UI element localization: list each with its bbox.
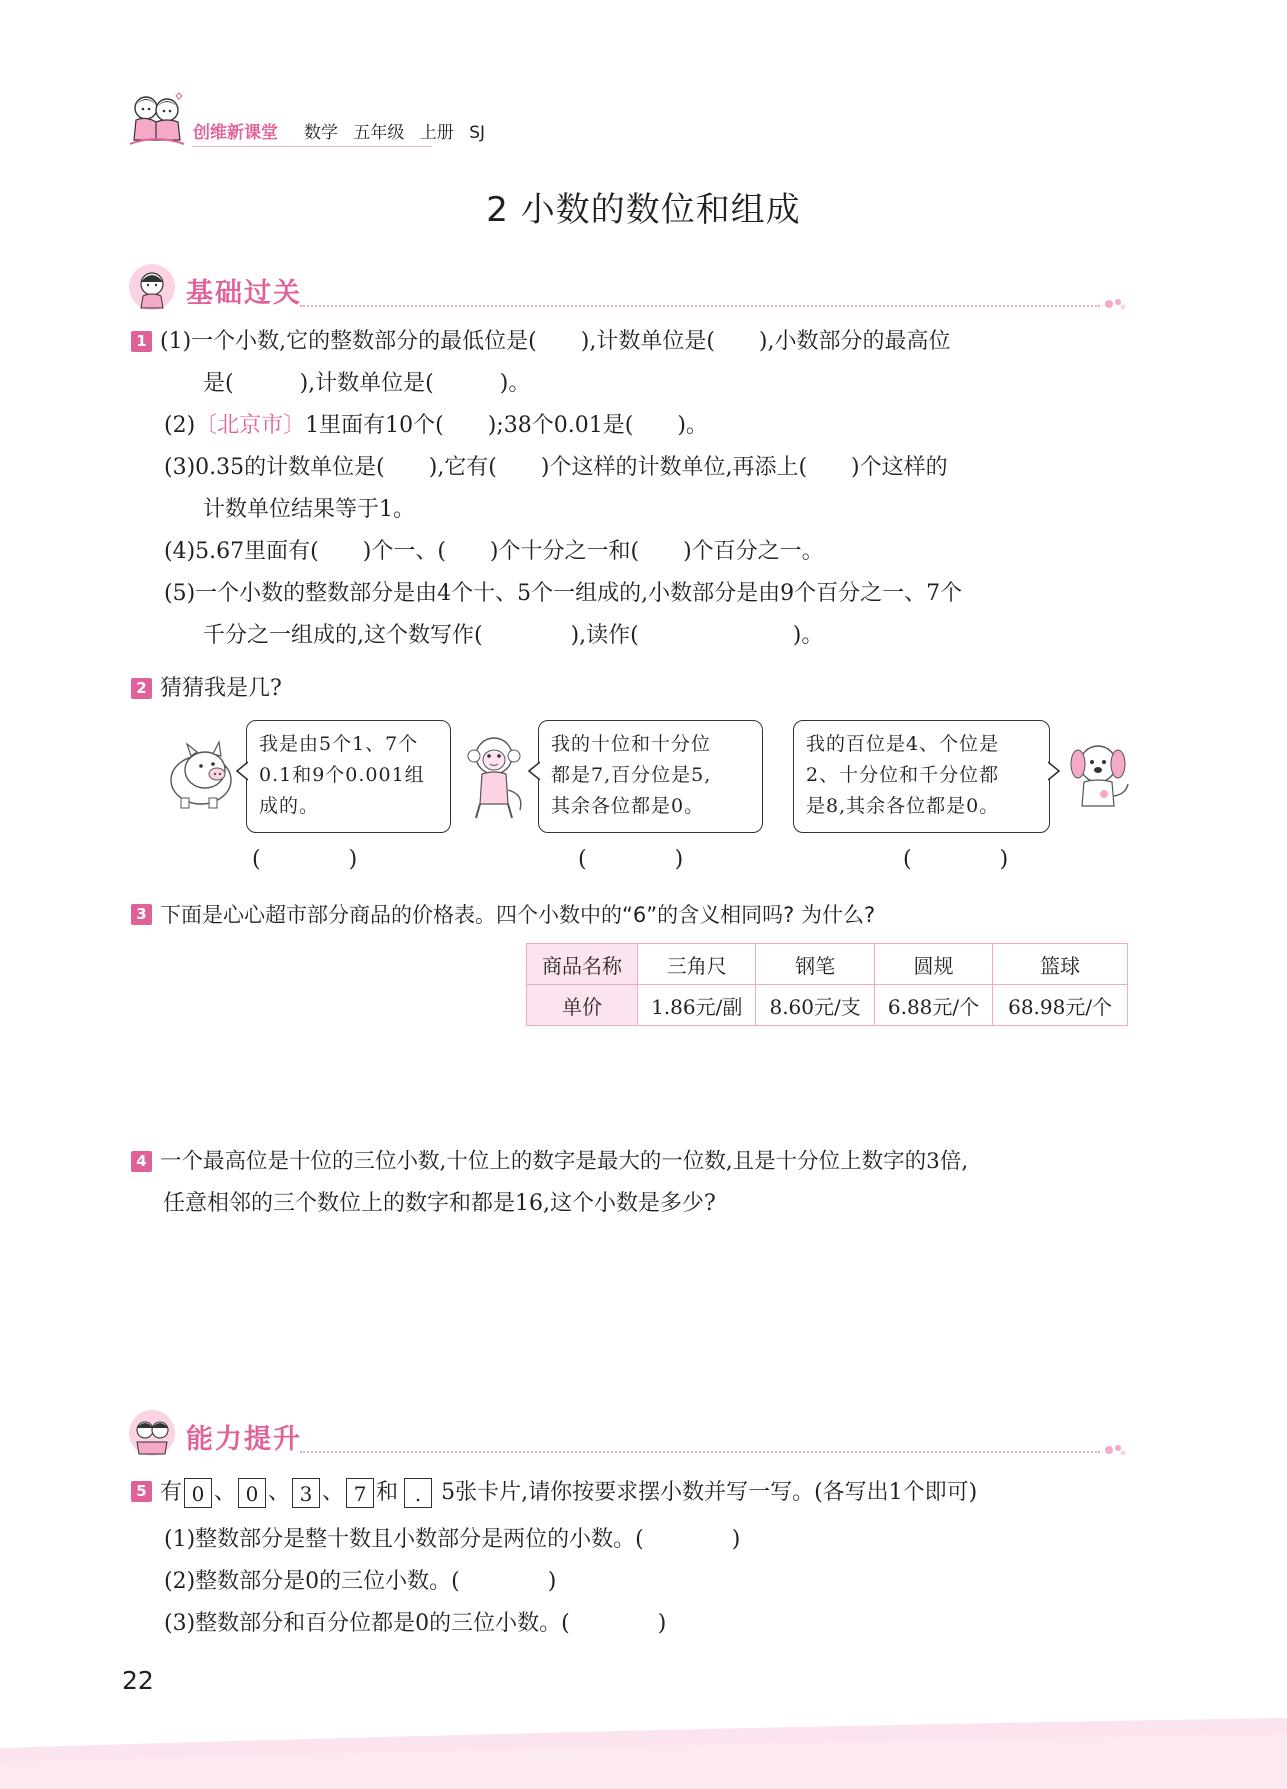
q5-part2: (2)整数部分是0的三位小数。( ) [164,1569,557,1594]
section-divider [300,1451,1100,1453]
q4-line2: 任意相邻的三个数位上的数字和都是16,这个小数是多少? [163,1191,716,1216]
q1-part2-text: 1里面有10个( );38个0.01是( )。 [305,413,708,438]
speech-bubble-2 [538,720,763,833]
speech-bubble-1 [246,720,451,833]
q5-prompt [160,1478,977,1508]
table-cell: 8.60元/支 [756,985,874,1026]
pig-icon [163,730,239,812]
bubble-pointer [1048,760,1060,782]
q4-line1: 一个最高位是十位的三位小数,十位上的数字是最大的一位数,且是十分位上数字的3倍, [160,1149,969,1174]
dots-ornament-icon [1104,297,1126,311]
q1-part1-line2: 是( ),计数单位是( )。 [203,371,531,396]
table-cell: 篮球 [993,944,1128,985]
question-number-1: 1 [131,331,152,352]
table-row [527,985,1128,1026]
bubble-pointer [236,760,248,782]
subject: 数学 [304,123,338,143]
page-number: 22 [122,1666,154,1695]
bubble-text-1: 我是由5个1、7个 0.1和9个0.001组 成的。 [259,733,425,817]
q1-part5-line1: (5)一个小数的整数部分是由4个十、5个一组成的,小数部分是由9个百分之一、7个 [164,581,963,606]
price-table [526,943,1128,1026]
page-title: 2 小数的数位和组成 [486,190,801,230]
grade: 五年级 [353,123,405,143]
table-cell: 钢笔 [756,944,874,985]
q1-part5-line2: 千分之一组成的,这个数写作( ),读作( )。 [203,623,824,648]
q1-part3-line1: (3)0.35的计数单位是( ),它有( )个这样的计数单位,再添上( )个这样的 [164,455,948,480]
table-cell: 圆规 [874,944,992,985]
section-mascot-icon [127,262,177,312]
separator: 、 [214,1480,237,1505]
edition: SJ [469,123,486,143]
monkey-icon [460,730,528,820]
table-cell: 三角尺 [638,944,756,985]
table-cell: 68.98元/个 [993,985,1128,1026]
kids-logo-icon [126,90,188,152]
region-tag: 〔北京市〕 [195,413,306,438]
number-card: 0 [184,1478,212,1508]
q3-prompt: 下面是心心超市部分商品的价格表。四个小数中的“6”的含义相同吗? 为什么? [160,903,876,927]
q1-part2-prefix: (2) [164,413,196,438]
q5-prefix: 有 [160,1480,183,1505]
q5-part1: (1)整数部分是整十数且小数部分是两位的小数。( ) [164,1527,741,1552]
answer-blank-2[interactable]: ( ) [578,847,684,872]
table-cell: 单价 [527,985,638,1026]
number-card: 0 [238,1478,266,1508]
dots-ornament-icon [1104,1443,1126,1457]
question-number-4: 4 [131,1151,152,1172]
number-card: 3 [292,1478,320,1508]
table-cell: 商品名称 [527,944,638,985]
brand-name: 创维新课堂 [193,123,278,143]
q1-part2 [164,411,708,441]
bubble-pointer [528,760,540,782]
section-divider [300,305,1100,307]
section-title-basic: 基础过关 [186,278,302,309]
footer-band [0,1718,1287,1789]
separator: 、 [322,1480,345,1505]
separator: 、 [268,1480,291,1505]
answer-blank-1[interactable]: ( ) [252,847,358,872]
bubble-text-2: 我的十位和十分位 都是7,百分位是5, 其余各位都是0。 [551,733,712,817]
decimal-point-card: . [404,1478,432,1508]
table-row [527,944,1128,985]
dog-icon [1064,736,1132,814]
q1-part3-line2: 计数单位结果等于1。 [203,497,415,522]
and-word: 和 [376,1480,399,1505]
section-mascot-icon [127,1408,177,1458]
question-number-5: 5 [131,1481,152,1502]
q2-prompt: 猜猜我是几? [160,676,282,701]
header-divider [192,146,432,147]
speech-bubble-3 [793,720,1050,833]
answer-blank-3[interactable]: ( ) [903,847,1009,872]
table-cell: 1.86元/副 [638,985,756,1026]
number-card: 7 [346,1478,374,1508]
volume: 上册 [419,123,454,143]
q1-part4: (4)5.67里面有( )个一、( )个十分之一和( )个百分之一。 [164,539,824,564]
q1-part1-line1: (1)一个小数,它的整数部分的最低位是( ),计数单位是( ),小数部分的最高位 [160,329,951,354]
bubble-text-3: 我的百位是4、个位是 2、十分位和千分位都 是8,其余各位都是0。 [806,733,1000,817]
q5-part3: (3)整数部分和百分位都是0的三位小数。( ) [164,1611,667,1636]
header-info [304,118,495,143]
question-number-3: 3 [131,904,152,925]
section-title-advanced: 能力提升 [186,1424,302,1455]
question-number-2: 2 [131,678,152,699]
table-cell: 6.88元/个 [874,985,992,1026]
q5-suffix: 5张卡片,请你按要求摆小数并写一写。(各写出1个即可) [441,1480,978,1505]
